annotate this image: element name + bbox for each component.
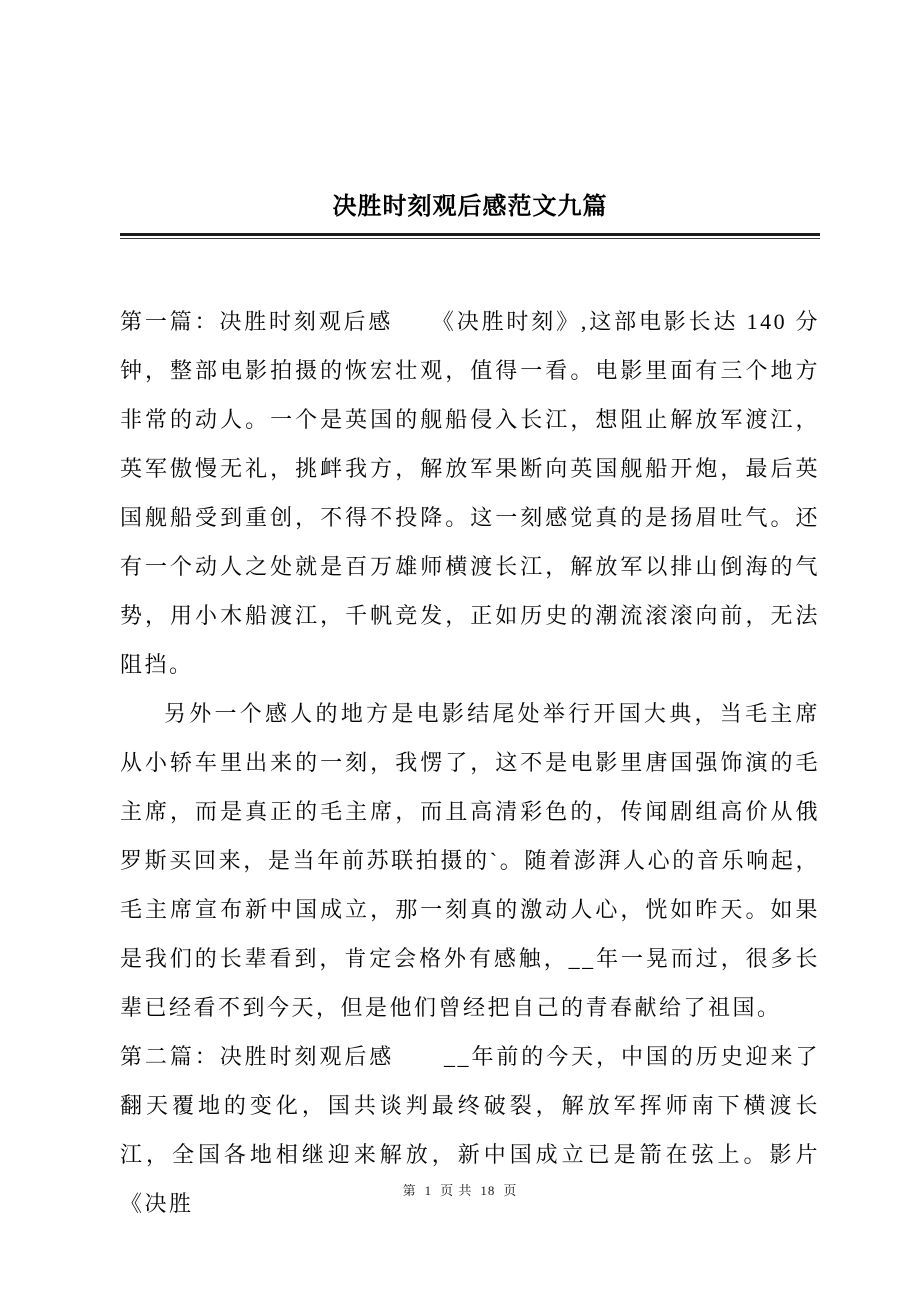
paragraph: 第二篇：决胜时刻观后感 __年前的今天，中国的历史迎来了翻天覆地的变化，国共谈判最终破裂，解放军挥师南下横渡长江，全国各地相继迎来解放，新中国成立已是箭在弦上。影片《决胜 — [120, 1044, 820, 1216]
footer-infix: 页 共 — [440, 1183, 473, 1198]
page-number: 1 — [424, 1183, 433, 1198]
page-footer — [0, 1180, 920, 1199]
paragraph: 第一篇：决胜时刻观后感 《决胜时刻》,这部电影长达 140 分钟，整部电影拍摄的恢宏壮观，值得一看。电影里面有三个地方非常的动人。一个是英国的舰船侵入长江，想阻止解放军渡江，英军傲慢无礼，挑衅我方，解放军果断向英国舰船开炮，最后英国舰船受到重创，不得不投降。这一刻感觉真的是扬眉吐气。还有一个动人之处就是百万雄师横渡长江，解放军以排山倒海的气势，用小木船渡江，千帆竞发，正如历史的潮流滚滚向前，无法阻挡。 — [120, 309, 820, 677]
document-body — [120, 297, 820, 1228]
footer-suffix: 页 — [503, 1183, 518, 1198]
paragraph: 另外一个感人的地方是电影结尾处举行开国大典，当毛主席从小轿车里出来的一刻，我愣了，这不是电影里唐国强饰演的毛主席，而是真正的毛主席，而且高清彩色的，传闻剧组高价从俄罗斯买回来，是当年前苏联拍摄的`。随着澎湃人心的音乐响起，毛主席宣布新中国成立，那一刻真的激动人心，恍如昨天。如果是我们的长辈看到，肯定会格外有感触，__年一晃而过，很多长辈已经看不到今天，但是他们曾经把自己的青春献给了祖国。 — [120, 701, 820, 1020]
page-title: 决胜时刻观后感范文九篇 — [332, 194, 608, 220]
footer-prefix: 第 — [402, 1183, 417, 1198]
document-page — [120, 0, 820, 1302]
total-pages: 18 — [480, 1183, 496, 1198]
title-divider — [120, 233, 820, 239]
